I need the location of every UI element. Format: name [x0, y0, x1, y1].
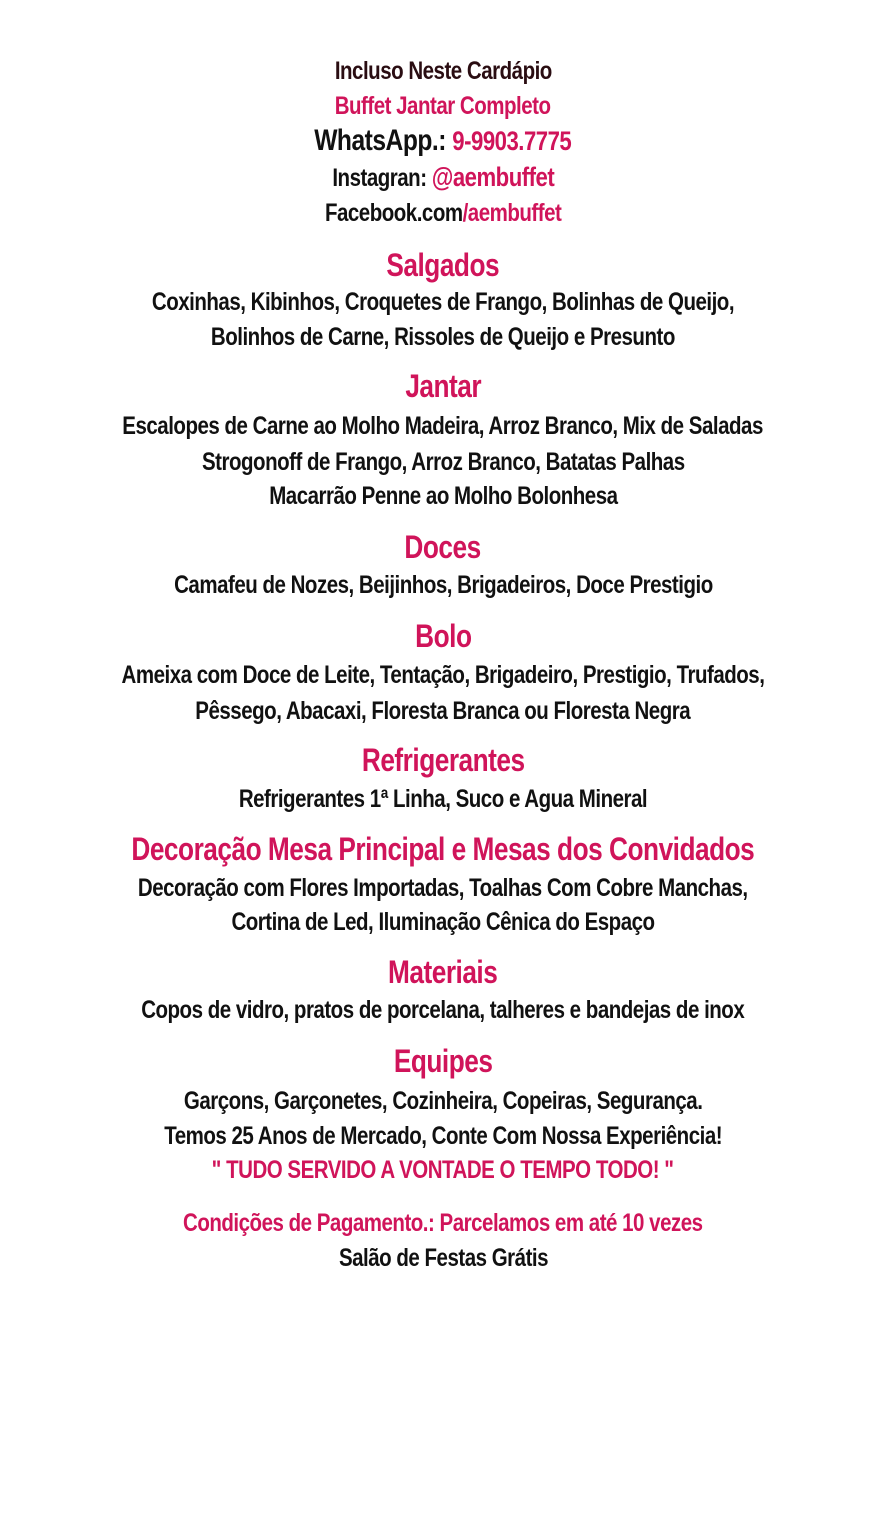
section-title-equipes: Equipes [393, 1043, 493, 1079]
instagram-label: Instagran: [332, 164, 427, 192]
materiais-line-1: Copos de vidro, pratos de porcelana, talheres e bandejas de inox [141, 996, 745, 1024]
salgados-line-2: Bolinhos de Carne, Rissoles de Queijo e Presunto [211, 323, 675, 351]
header-subtitle [0, 91, 886, 121]
decoracao-line-2: Cortina de Led, Iluminação Cênica do Espaço [231, 908, 655, 936]
header-title-text: Incluso Neste Cardápio [334, 57, 552, 85]
whatsapp-number: 9-9903.7775 [452, 126, 572, 156]
doces-line-1: Camafeu de Nozes, Beijinhos, Brigadeiros, Doce Prestigio [173, 571, 713, 599]
section-title-doces: Doces [404, 529, 482, 565]
salgados-line-1: Coxinhas, Kibinhos, Croquetes de Frango, Bolinhas de Queijo, [151, 288, 735, 316]
whatsapp-line [0, 124, 886, 158]
section-title-decoracao: Decoração Mesa Principal e Mesas dos Convidados [131, 831, 755, 867]
section-title-refrigerantes: Refrigerantes [361, 742, 525, 778]
decoracao-line-1: Decoração com Flores Importadas, Toalhas Com Cobre Manchas, [138, 874, 748, 902]
facebook-label: Facebook.com [324, 199, 463, 227]
refrigerantes-line-1: Refrigerantes 1ª Linha, Suco e Agua Mineral [238, 785, 648, 813]
section-title-jantar: Jantar [405, 368, 481, 404]
section-title-bolo: Bolo [414, 618, 472, 654]
instagram-line [0, 162, 886, 193]
facebook-handle: /aembuffet [462, 199, 562, 227]
bolo-line-1: Ameixa com Doce de Leite, Tentação, Brigadeiro, Prestigio, Trufados, [121, 661, 765, 689]
header-subtitle-text: Buffet Jantar Completo [335, 92, 551, 120]
free-salon: Salão de Festas Grátis [338, 1244, 548, 1272]
equipes-line-2: Temos 25 Anos de Mercado, Conte Com Nossa Experiência! [164, 1122, 722, 1150]
jantar-line-3: Macarrão Penne ao Molho Bolonhesa [268, 482, 618, 510]
whatsapp-label: WhatsApp.: [314, 124, 447, 157]
section-title-salgados: Salgados [386, 247, 500, 283]
jantar-line-2: Strogonoff de Frango, Arroz Branco, Batatas Palhas [201, 448, 685, 476]
jantar-line-1: Escalopes de Carne ao Molho Madeira, Arroz Branco, Mix de Saladas [122, 412, 764, 440]
facebook-line [0, 198, 886, 228]
header-title [0, 56, 886, 86]
equipes-highlight: " TUDO SERVIDO A VONTADE O TEMPO TODO! " [212, 1156, 674, 1184]
instagram-handle: @aembuffet [431, 162, 554, 192]
bolo-line-2: Pêssego, Abacaxi, Floresta Branca ou Floresta Negra [195, 697, 691, 725]
section-title-materiais: Materiais [388, 954, 498, 990]
equipes-line-1: Garçons, Garçonetes, Cozinheira, Copeiras, Segurança. [183, 1087, 703, 1115]
payment-conditions: Condições de Pagamento.: Parcelamos em até 10 vezes [183, 1209, 703, 1237]
